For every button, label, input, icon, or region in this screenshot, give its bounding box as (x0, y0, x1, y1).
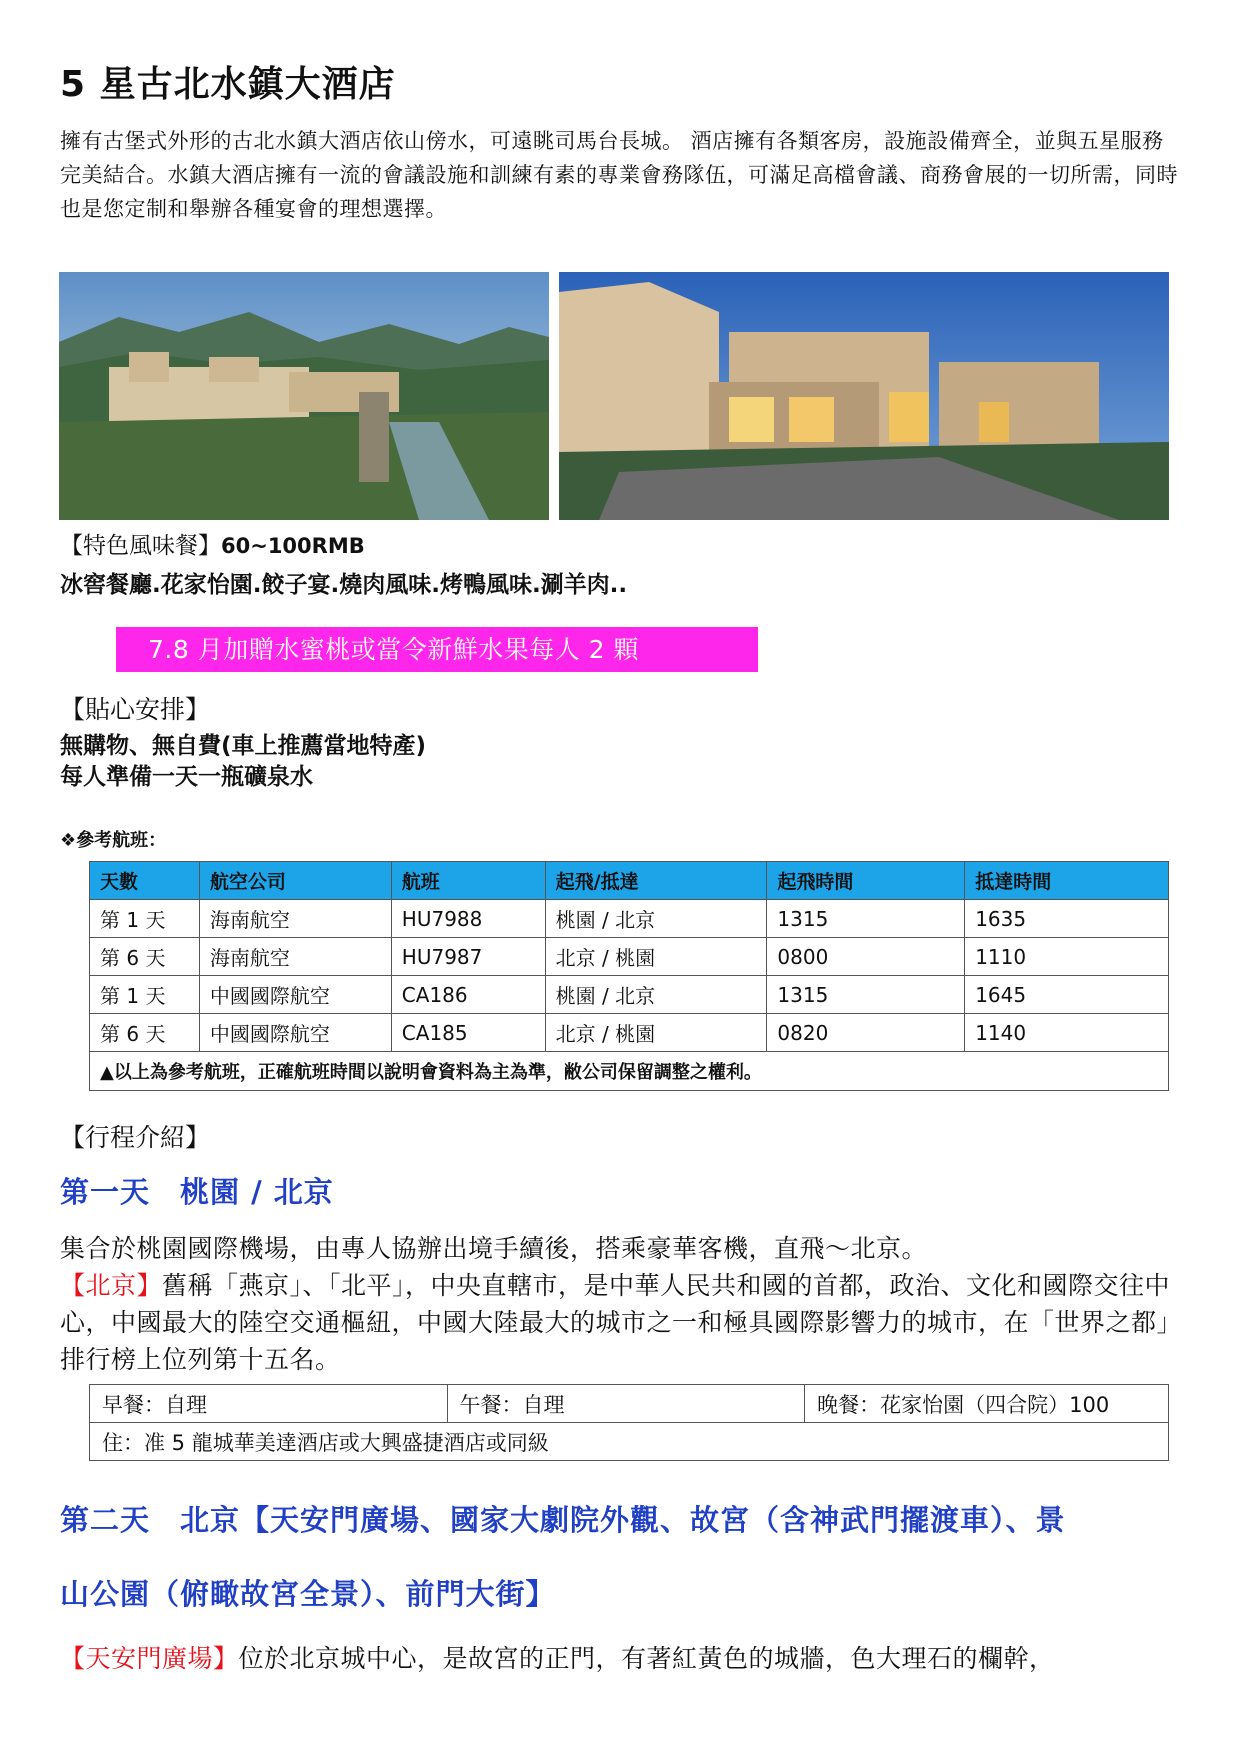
stay-cell: 住：准 5 龍城華美達酒店或大興盛捷酒店或同級 (90, 1423, 1169, 1461)
flights-note: ▲以上為參考航班，正確航班時間以說明會資料為主為準，敝公司保留調整之權利。 (90, 1052, 1169, 1091)
meal-list: 冰窖餐廳.花家怡園.餃子宴.燒肉風味.烤鴨風味.涮羊肉.. (60, 572, 628, 598)
table-cell: 中國國際航空 (199, 1014, 391, 1052)
day1-line: 集合於桃園國際機場，由專人協辦出境手續後，搭乘豪華客機，直飛～北京。 (60, 1234, 928, 1263)
care-heading: 【貼心安排】 (60, 695, 211, 724)
table-cell: 海南航空 (199, 900, 391, 938)
column-header: 航班 (391, 862, 545, 900)
tiananmen-tag: 【天安門廣場】 (60, 1644, 239, 1673)
day1-title: 第一天 桃園 / 北京 (60, 1175, 334, 1209)
hotel-intro: 擁有古堡式外形的古北水鎮大酒店依山傍水，可遠眺司馬台長城。 酒店擁有各類客房，設施設備齊全，並與五星服務完美結合。水鎮大酒店擁有一流的會議設施和訓練有素的專業會務隊伍，可滿足高檔會議、商務會展的一切所需，同時也是您定制和舉辦各種宴會的理想選擇。 (60, 129, 1178, 221)
column-header: 抵達時間 (965, 862, 1169, 900)
table-cell: 中國國際航空 (199, 976, 391, 1014)
table-row (90, 1014, 1169, 1052)
meals-row (90, 1385, 1169, 1423)
table-cell: HU7988 (391, 900, 545, 938)
column-header: 起飛時間 (767, 862, 965, 900)
column-header: 起飛/抵達 (545, 862, 767, 900)
care-line: 無購物、無自費(車上推薦當地特產) (60, 733, 427, 759)
table-row (90, 976, 1169, 1014)
dinner-cell: 晚餐：花家怡園（四合院）100 (805, 1385, 1169, 1423)
itinerary-heading: 【行程介紹】 (60, 1123, 211, 1152)
table-cell: 第 1 天 (90, 900, 200, 938)
meal-heading (60, 527, 365, 560)
table-header-row (90, 862, 1169, 900)
care-line: 每人準備一天一瓶礦泉水 (60, 764, 313, 790)
table-cell: 0820 (767, 1014, 965, 1052)
day2-paragraph (60, 1640, 1190, 1677)
table-cell: 1315 (767, 976, 965, 1014)
meal-price: 60~100RMB (221, 534, 365, 558)
table-cell: 1645 (965, 976, 1169, 1014)
breakfast-cell: 早餐：自理 (90, 1385, 448, 1423)
table-cell: 桃園 / 北京 (545, 900, 767, 938)
table-cell: 1635 (965, 900, 1169, 938)
table-cell: 海南航空 (199, 938, 391, 976)
table-cell: CA185 (391, 1014, 545, 1052)
table-note-row (90, 1052, 1169, 1091)
column-header: 航空公司 (199, 862, 391, 900)
table-cell: HU7987 (391, 938, 545, 976)
day1-paragraph (60, 1230, 1190, 1378)
table-cell: 1315 (767, 900, 965, 938)
beijing-text: 舊稱「燕京」、「北平」，中央直轄市，是中華人民共和國的首都，政治、文化和國際交往中心，中國最大的陸空交通樞紐，中國大陸最大的城市之一和極具國際影響力的城市，在「世界之都」排行榜上位列第十五名。 (60, 1271, 1183, 1374)
table-cell: 1110 (965, 938, 1169, 976)
day1-description (60, 1267, 1190, 1378)
table-cell: 1140 (965, 1014, 1169, 1052)
flights-heading: ❖參考航班： (60, 830, 167, 851)
table-cell: 北京 / 桃園 (545, 938, 767, 976)
tiananmen-text: 位於北京城中心，是故宮的正門，有著紅黃色的城牆，色大理石的欄幹， (238, 1644, 1055, 1673)
table-cell: CA186 (391, 976, 545, 1014)
day1-meals-table (89, 1384, 1169, 1461)
beijing-tag: 【北京】 (60, 1271, 163, 1300)
hotel-title: 5 星古北水鎮大酒店 (60, 64, 396, 105)
column-header: 天數 (90, 862, 200, 900)
table-cell: 第 6 天 (90, 1014, 200, 1052)
table-row (90, 938, 1169, 976)
table-cell: 0800 (767, 938, 965, 976)
hotel-landscape-photo (59, 272, 549, 520)
table-row (90, 900, 1169, 938)
hotel-night-photo (559, 272, 1169, 520)
lunch-cell: 午餐：自理 (447, 1385, 805, 1423)
day2-title: 第二天 北京【天安門廣場、國家大劇院外觀、故宮（含神武門擺渡車）、景 (60, 1503, 1066, 1537)
stay-row (90, 1423, 1169, 1461)
table-cell: 北京 / 桃園 (545, 1014, 767, 1052)
day2-title-cont: 山公園（俯瞰故宮全景）、前門大街】 (60, 1577, 556, 1611)
flights-table (89, 861, 1169, 1091)
table-cell: 第 6 天 (90, 938, 200, 976)
promo-banner: 7.8 月加贈水蜜桃或當令新鮮水果每人 2 顆 (116, 627, 758, 672)
table-cell: 第 1 天 (90, 976, 200, 1014)
meal-heading-label: 【特色風味餐】 (60, 533, 221, 559)
table-cell: 桃園 / 北京 (545, 976, 767, 1014)
